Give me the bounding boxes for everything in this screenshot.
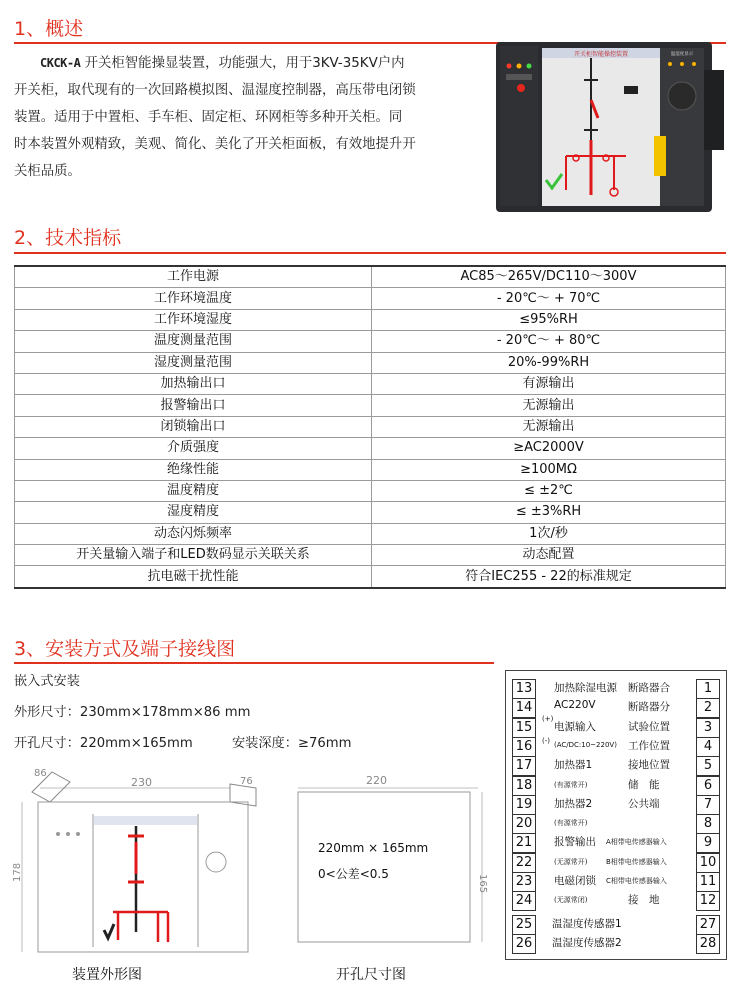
spec-value: ≤ ±3%RH xyxy=(372,502,726,523)
spec-value: 20%-99%RH xyxy=(372,352,726,373)
spec-value: 有源输出 xyxy=(372,373,726,394)
terminal-label-right: 接 地 xyxy=(628,894,660,907)
terminal-label-right: A相带电传感器输入 xyxy=(606,838,667,847)
spec-value: ≤ ±2℃ xyxy=(372,480,726,501)
section-rule-install xyxy=(14,662,494,664)
terminal-number-right: 9 xyxy=(696,833,720,853)
spec-name: 温度测量范围 xyxy=(15,331,372,352)
terminal-number-right: 8 xyxy=(696,814,720,834)
spec-value: AC85～265V/DC110～300V xyxy=(372,266,726,288)
brand-name: CKCK-A xyxy=(40,56,81,70)
terminal-number-right: 1 xyxy=(696,679,720,699)
section-rule-spec xyxy=(14,252,726,254)
outline-dim-width: 230 xyxy=(131,776,152,789)
terminal-label-left: (有源常开) xyxy=(554,819,588,828)
terminal-number-right: 27 xyxy=(696,915,720,935)
terminal-label-left: AC220V xyxy=(554,699,596,712)
spec-value: 无源输出 xyxy=(372,395,726,416)
terminal-label-left: 加热器1 xyxy=(554,759,593,772)
terminal-label-left: 电磁闭锁 xyxy=(554,875,596,887)
intro-line-3: 装置。适用于中置柜、手车柜、固定柜、环网柜等多种开关柜。同 xyxy=(14,110,403,125)
device-right-label: 温湿度显示 xyxy=(670,52,694,57)
intro-line-2: 开关柜，取代现有的一次回路模拟图、温湿度控制器，高压带电闭锁 xyxy=(14,83,416,98)
spec-value: 无源输出 xyxy=(372,416,726,437)
terminal-label-left: 温湿度传感器1 xyxy=(552,917,622,930)
spec-name: 工作电源 xyxy=(15,266,372,288)
terminal-number-left: 15 xyxy=(512,718,536,738)
terminal-number-left: 19 xyxy=(512,795,536,815)
outline-dim-depth: 86 xyxy=(34,768,47,779)
terminal-number-left: 17 xyxy=(512,756,536,776)
terminal-diagram xyxy=(505,670,727,960)
terminal-label-right: C相带电传感器输入 xyxy=(606,877,667,885)
spec-name: 开关量输入端子和LED数码显示关联关系 xyxy=(15,545,372,566)
outline-dim-height: 178 xyxy=(12,862,23,882)
intro-line-5: 关柜品质。 xyxy=(14,164,81,179)
spec-value: 1次/秒 xyxy=(372,523,726,544)
terminal-label-right: B相带电传感器输入 xyxy=(606,857,667,866)
spec-row xyxy=(15,331,726,352)
install-depth: 安装深度：≥76mm xyxy=(232,736,352,751)
cutout-size-text: 220mm × 165mm xyxy=(318,841,429,855)
spec-value: - 20℃～ + 80℃ xyxy=(372,331,726,352)
spec-name: 抗电磁干扰性能 xyxy=(15,566,372,588)
cutout-dim-height: 165 xyxy=(477,874,488,894)
terminal-number-left: 24 xyxy=(512,891,536,911)
terminal-number-right: 3 xyxy=(696,718,720,738)
terminal-label-left: 温湿度传感器2 xyxy=(552,936,622,949)
intro-line-1: CKCK-A 开关柜智能操显装置，功能强大，用于3KV-35KV户内 xyxy=(40,56,405,71)
terminal-number-left: 21 xyxy=(512,833,536,853)
outline-dim-side: 76 xyxy=(240,776,253,787)
terminal-label-right: 断路器合 xyxy=(628,682,670,694)
terminal-number-right: 6 xyxy=(696,776,720,796)
terminal-number-left: 18 xyxy=(512,776,536,796)
terminal-label-left: 报警输出 xyxy=(554,836,596,849)
cutout-caption: 开孔尺寸图 xyxy=(336,967,406,983)
spec-table xyxy=(14,265,726,589)
terminal-number-right: 5 xyxy=(696,756,720,776)
terminal-number-right: 12 xyxy=(696,891,720,911)
terminal-label-right: 公共端 xyxy=(628,797,660,810)
spec-row xyxy=(15,502,726,523)
terminal-label-right: 接地位置 xyxy=(628,759,670,772)
spec-row xyxy=(15,566,726,588)
spec-row xyxy=(15,395,726,416)
spec-row xyxy=(15,438,726,459)
spec-value: ≥100MΩ xyxy=(372,459,726,480)
spec-row xyxy=(15,416,726,437)
device-photo xyxy=(496,40,726,216)
terminal-label-left: (有源常开) xyxy=(554,780,588,789)
spec-name: 工作环境湿度 xyxy=(15,309,372,330)
spec-name: 湿度精度 xyxy=(15,502,372,523)
terminal-number-right: 2 xyxy=(696,698,720,718)
section-title-install: 3、安装方式及端子接线图 xyxy=(14,638,236,660)
section-title-overview: 1、概述 xyxy=(14,18,84,40)
spec-row xyxy=(15,523,726,544)
spec-value: ≤95%RH xyxy=(372,309,726,330)
terminal-number-left: 26 xyxy=(512,934,536,954)
spec-name: 加热输出口 xyxy=(15,373,372,394)
terminal-number-left: 14 xyxy=(512,698,536,718)
cutout-dim-width: 220 xyxy=(366,774,387,787)
terminal-minus: (-) xyxy=(542,737,550,745)
spec-row xyxy=(15,545,726,566)
spec-name: 介质强度 xyxy=(15,438,372,459)
spec-value: ≥AC2000V xyxy=(372,438,726,459)
section-title-spec: 2、技术指标 xyxy=(14,227,122,249)
spec-row xyxy=(15,288,726,309)
intro-paragraph xyxy=(14,50,469,185)
terminal-label-left: 电源输入 xyxy=(554,720,596,733)
cutout-drawing xyxy=(294,774,494,954)
spec-row xyxy=(15,352,726,373)
terminal-number-left: 23 xyxy=(512,872,536,892)
spec-name: 湿度测量范围 xyxy=(15,352,372,373)
install-cutout-size: 开孔尺寸：220mm×165mm xyxy=(14,736,193,751)
terminal-label-left: 加热除湿电源 xyxy=(554,682,617,694)
spec-row xyxy=(15,266,726,288)
spec-name: 动态闪烁频率 xyxy=(15,523,372,544)
terminal-label-right: 储 能 xyxy=(628,778,660,791)
outline-caption: 装置外形图 xyxy=(72,967,142,983)
terminal-number-left: 20 xyxy=(512,814,536,834)
terminal-number-left: 13 xyxy=(512,679,536,699)
terminal-label-left: 加热器2 xyxy=(554,797,593,810)
terminal-number-left: 25 xyxy=(512,915,536,935)
spec-row xyxy=(15,373,726,394)
terminal-label-right: 试验位置 xyxy=(628,720,670,733)
install-mount: 嵌入式安装 xyxy=(14,674,80,689)
terminal-number-left: 22 xyxy=(512,853,536,873)
terminal-plus: (+) xyxy=(542,715,554,723)
intro-line-4: 时本装置外观精致，美观、简化、美化了开关柜面板，有效地提升开 xyxy=(14,137,416,152)
terminal-label-right: 断路器分 xyxy=(628,701,670,714)
spec-value: - 20℃～ + 70℃ xyxy=(372,288,726,309)
device-panel-title: 开关柜智能操控装置 xyxy=(573,51,629,58)
terminal-label-left: (无源常闭) xyxy=(554,896,588,905)
spec-row xyxy=(15,480,726,501)
cutout-tolerance: 0<公差<0.5 xyxy=(318,867,389,881)
spec-name: 温度精度 xyxy=(15,480,372,501)
terminal-number-right: 28 xyxy=(696,934,720,954)
terminal-number-right: 11 xyxy=(696,872,720,892)
spec-name: 工作环境温度 xyxy=(15,288,372,309)
terminal-number-right: 4 xyxy=(696,737,720,757)
terminal-label-right: 工作位置 xyxy=(628,739,670,752)
spec-name: 绝缘性能 xyxy=(15,459,372,480)
terminal-number-right: 7 xyxy=(696,795,720,815)
spec-row xyxy=(15,459,726,480)
spec-name: 闭锁输出口 xyxy=(15,416,372,437)
terminal-label-left: (AC/DC:10~220V) xyxy=(554,740,617,749)
spec-value: 动态配置 xyxy=(372,545,726,566)
outline-drawing xyxy=(8,762,270,962)
spec-value: 符合IEC255 - 22的标准规定 xyxy=(372,566,726,588)
terminal-number-left: 16 xyxy=(512,737,536,757)
terminal-number-right: 10 xyxy=(696,853,720,873)
spec-name: 报警输出口 xyxy=(15,395,372,416)
terminal-label-left: (无源常开) xyxy=(554,857,588,866)
spec-row xyxy=(15,309,726,330)
install-outline-size: 外形尺寸：230mm×178mm×86 mm xyxy=(14,705,251,720)
